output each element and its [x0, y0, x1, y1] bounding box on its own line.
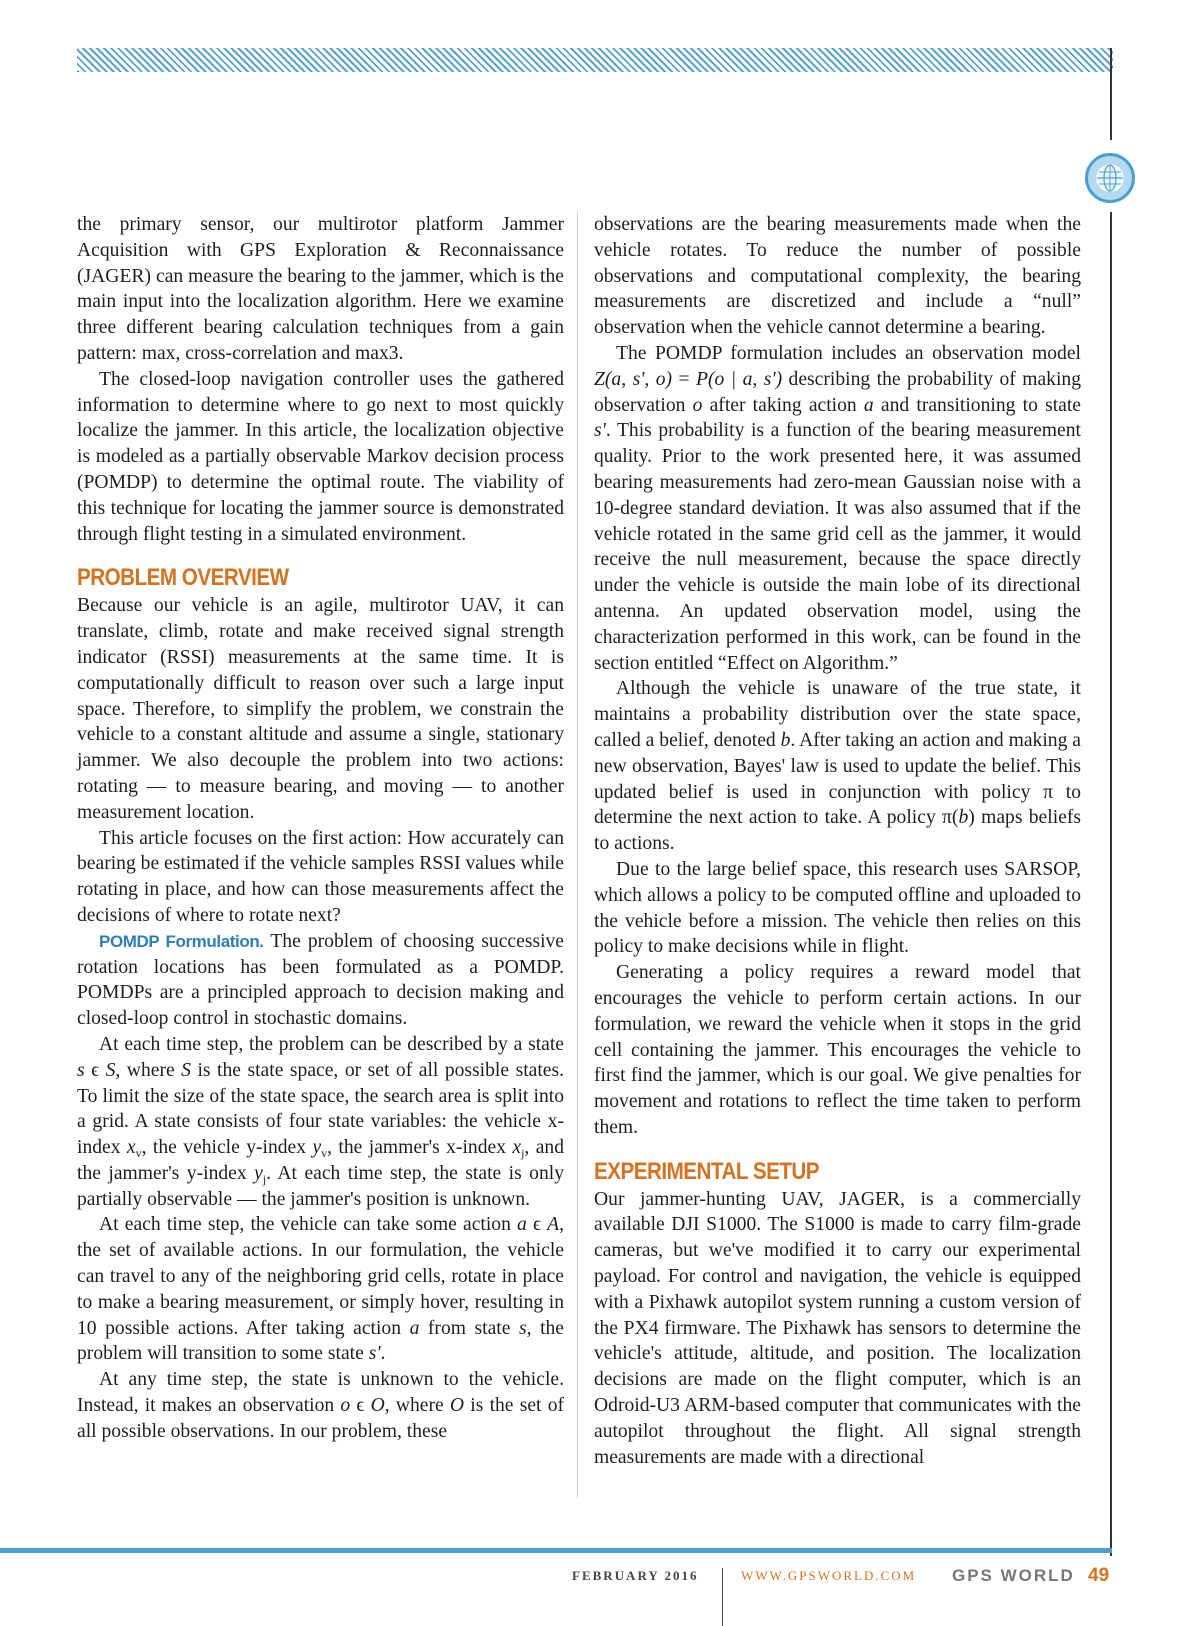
bottom-rule [0, 1548, 1112, 1553]
paragraph: Our jammer-hunting UAV, JAGER, is a commercially available DJI S1000. The S1000 is made to carry film-grade cameras, but we've modified it to carry our experimental payload. For control and navigation, the vehicle is equipped with a Pixhawk autopilot system running a custom version of the PX4 firmware. The Pixhawk has sensors to determine the vehicle's attitude, altitude, and position. The localization decisions are made on the flight computer, which is an Odroid-U3 ARM-based computer that communicates with the autopilot throughout the flight. All signal strength measurements are made with a directional [594, 1188, 1081, 1468]
paragraph: Because our vehicle is an agile, multirotor UAV, it can translate, climb, rotate and make received signal strength indicator (RSSI) measurements at the same time. It is computationally difficult to reason over such a large input space. Therefore, to simplify the problem, we constrain the vehicle to a constant altitude and assume a single, stationary jammer. We also decouple the problem into two actions: rotating — to measure bearing, and moving — to another measurement location. [77, 595, 564, 823]
footer-date: FEBRUARY 2016 [572, 1568, 699, 1583]
footer-url[interactable]: WWW.GPSWORLD.COM [741, 1568, 917, 1583]
article-right-column [594, 212, 1081, 1470]
run-in-heading: POMDP Formulation. [99, 931, 264, 951]
paragraph: This article focuses on the first action: How accurately can bearing be estimated if the vehicle samples RSSI values while rotating in place, and how can those measurements affect the decisions of where to rotate next? [77, 827, 564, 926]
paragraph-text: The problem of choosing successive rotation locations has been formulated as a POMDP. POMDPs are a principled approach to decision making and closed-loop control in stochastic domains. [77, 930, 565, 1030]
paragraph: the primary sensor, our multirotor platform Jammer Acquisition with GPS Exploration & Reconnaissance (JAGER) can measure the bearing to the jammer, which is the main input into the localization algorithm. Here we examine three different bearing calculation techniques from a gain pattern: max, cross-correlation and max3. [77, 214, 564, 364]
paragraph: Generating a policy requires a reward model that encourages the vehicle to perform certain actions. In our formulation, we reward the vehicle when it stops in the grid cell containing the jammer. This encourages the vehicle to first find the jammer, which is our goal. We give penalties for movement and rotations to reflect the time taken to perform them. [594, 962, 1081, 1138]
paragraph [77, 929, 564, 1032]
page-number: 49 [1088, 1565, 1110, 1586]
column-divider [577, 212, 578, 1498]
paragraph: The closed-loop navigation controller uses the gathered information to determine where to go next to most quickly localize the jammer. In this article, the localization objective is modeled as a partially observable Markov decision process (POMDP) to determine the optimal route. The viability of this technique for locating the jammer source is demonstrated through flight testing in a simulated environment. [77, 368, 564, 545]
footer-magazine-name: GPS WORLD [952, 1566, 1075, 1585]
paragraph: At any time step, the state is unknown to the vehicle. Instead, it makes an observation o ϵ O, where O is the set of all possible observations. In our problem, these [77, 1369, 565, 1442]
top-decorative-band [77, 48, 1113, 72]
paragraph: Due to the large belief space, this research uses SARSOP, which allows a policy to be computed offline and uploaded to the vehicle before a mission. The vehicle then relies on this policy to make decisions while in flight. [594, 858, 1081, 958]
section-heading: EXPERIMENTAL SETUP [594, 1157, 820, 1185]
paragraph: At each time step, the problem can be described by a state s ϵ S, where S is the state space, or set of all possible states. To limit the size of the state space, the search area is split into a grid. A state consists of four state variables: the vehicle x-index $x_v$, the vehicle y-index $y_v$, the jammer's x-index $x_j$, and the jammer's y-index $y_j$. At each time step, the state is only partially observable — the jammer's position is unknown. [77, 1033, 564, 1210]
globe-icon [1085, 153, 1135, 203]
paragraph: observations are the bearing measurements made when the vehicle rotates. To reduce the number of possible observations and computational complexity, the bearing measurements are discretized and include a “null” observation when the vehicle cannot determine a bearing. [594, 214, 1081, 339]
right-edge-rule [1110, 48, 1112, 140]
paragraph: The POMDP formulation includes an observation model Z(a, s', o) = P(o | a, s') describing the probability of making observation o after taking action a and transitioning to state s'. This probability is a function of the bearing measurement quality. Prior to the work presented here, it was assumed bearing measurements had zero-mean Gaussian noise with a 10-degree standard deviation. It was also assumed that if the vehicle rotated in the same grid cell as the jammer, it would receive the null measurement, because the space directly under the vehicle is outside the main lobe of its directional antenna. An updated observation model, using the characterization performed in this work, can be found in the section entitled “Effect on Algorithm.” [594, 342, 1081, 674]
section-heading: PROBLEM OVERVIEW [77, 564, 289, 592]
right-edge-rule [1110, 212, 1112, 1556]
footer-divider [722, 1568, 723, 1626]
article-left-column [77, 212, 564, 1445]
paragraph: At each time step, the vehicle can take some action a ϵ A, the set of available actions. In our formulation, the vehicle can travel to any of the neighboring grid cells, rotate in place to make a bearing measurement, or simply hover, resulting in 10 possible actions. After taking action a from state s, the problem will transition to some state s'. [77, 1214, 564, 1365]
paragraph: Although the vehicle is unaware of the true state, it maintains a probability distribution over the state space, called a belief, denoted b. After taking an action and making a new observation, Bayes' law is used to update the belief. This updated belief is used in conjunction with policy π to determine the next action to take. A policy π(b) maps beliefs to actions. [594, 678, 1081, 855]
